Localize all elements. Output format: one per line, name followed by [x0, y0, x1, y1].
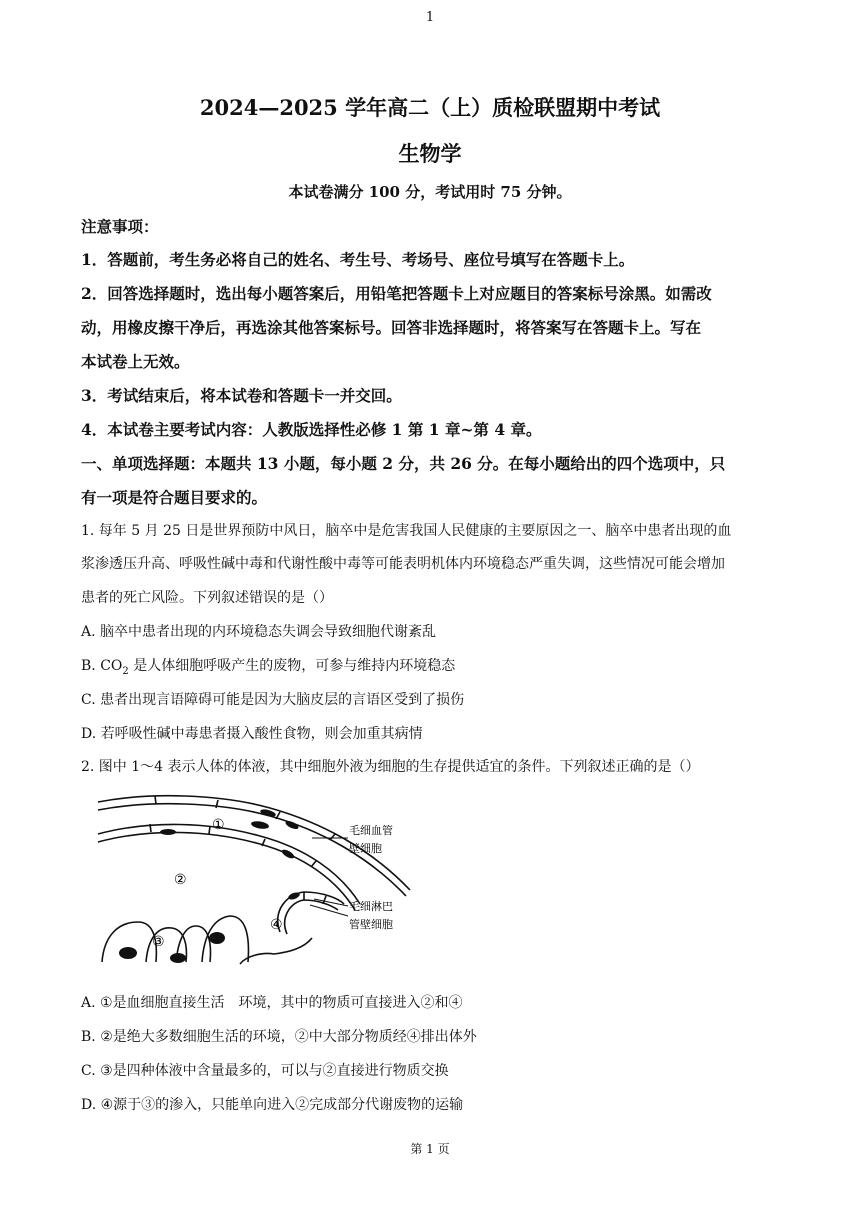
option-a: A. 脑卒中患者出现的内环境稳态失调会导致细胞代谢紊乱	[81, 624, 437, 640]
section-heading: 一、单项选择题：本题共 13 小题，每小题 2 分，共 26 分。在每小题给出的四个选项中，只	[81, 454, 726, 473]
fluid-marker-4: ④	[270, 917, 283, 933]
option-d: D. 若呼吸性碱中毒患者摄入酸性食物，则会加重其病情	[81, 726, 423, 742]
capillary-wall-label: 毛细血管	[349, 824, 393, 837]
notice-item: 3．考试结束后，将本试卷和答题卡一并交回。	[81, 386, 402, 405]
option-c: C. 患者出现言语障碍可能是因为大脑皮层的言语区受到了损伤	[81, 692, 465, 708]
subject-title: 生物学	[398, 141, 462, 166]
option-a: A. ①是血细胞直接生活 环境，其中的物质可直接进入②和④	[81, 995, 463, 1011]
notice-item: 动，用橡皮擦干净后，再选涂其他答案标号。回答非选择题时，将答案写在答题卡上。写在	[81, 318, 702, 337]
section-heading: 有一项是符合题目要求的。	[81, 488, 268, 507]
option-b: B. $CO_2$ 是人体细胞呼吸产生的废物，可参与维持内环境稳态	[81, 658, 456, 677]
option-d: D. ④源于③的渗入，只能单向进入②完成部分代谢废物的运输	[81, 1097, 464, 1113]
page-top-number: 1	[425, 10, 435, 25]
lymph-wall-label: 管壁细胞	[349, 918, 393, 931]
exam-info: 本试卷满分 100 分，考试用时 75 分钟。	[288, 183, 572, 201]
body-fluid-figure	[90, 786, 420, 976]
option-c: C. ③是四种体液中含量最多的，可以与②直接进行物质交换	[81, 1063, 449, 1079]
fluid-marker-2: ②	[174, 872, 187, 888]
notice-item: 1．答题前，考生务必将自己的姓名、考生号、考场号、座位号填写在答题卡上。	[81, 250, 635, 269]
question-1-stem: 患者的死亡风险。下列叙述错误的是（）	[81, 590, 333, 606]
question-2-stem: 2. 图中 1～4 表示人体的体液，其中细胞外液为细胞的生存提供适宜的条件。下列叙述正确的是（）	[81, 759, 700, 775]
notice-item: 2．回答选择题时，选出每小题答案后，用铅笔把答题卡上对应题目的答案标号涂黑。如需改	[81, 284, 712, 303]
fluid-marker-3: ③	[152, 934, 165, 950]
lymph-wall-label: 毛细淋巴	[349, 900, 393, 913]
capillary-wall-label: 壁细胞	[349, 842, 382, 855]
option-b: B. ②是绝大多数细胞生活的环境，②中大部分物质经④排出体外	[81, 1029, 477, 1045]
question-1-stem: 1. 每年 5 月 25 日是世界预防中风日，脑卒中是危害我国人民健康的主要原因之一、脑卒中患者出现的血	[81, 523, 732, 539]
notice-item: 本试卷上无效。	[81, 352, 190, 371]
notice-item: 4．本试卷主要考试内容：人教版选择性必修 1 第 1 章~第 4 章。	[81, 420, 542, 439]
page-footer: 第 1 页	[410, 1142, 450, 1156]
question-1-stem: 浆渗透压升高、呼吸性碱中毒和代谢性酸中毒等可能表明机体内环境稳态严重失调，这些情况可能会增加	[81, 556, 725, 572]
fluid-marker-1: ①	[212, 817, 225, 833]
exam-title: 2024—2025 学年高二（上）质检联盟期中考试	[199, 95, 661, 120]
notice-heading: 注意事项：	[81, 217, 159, 236]
